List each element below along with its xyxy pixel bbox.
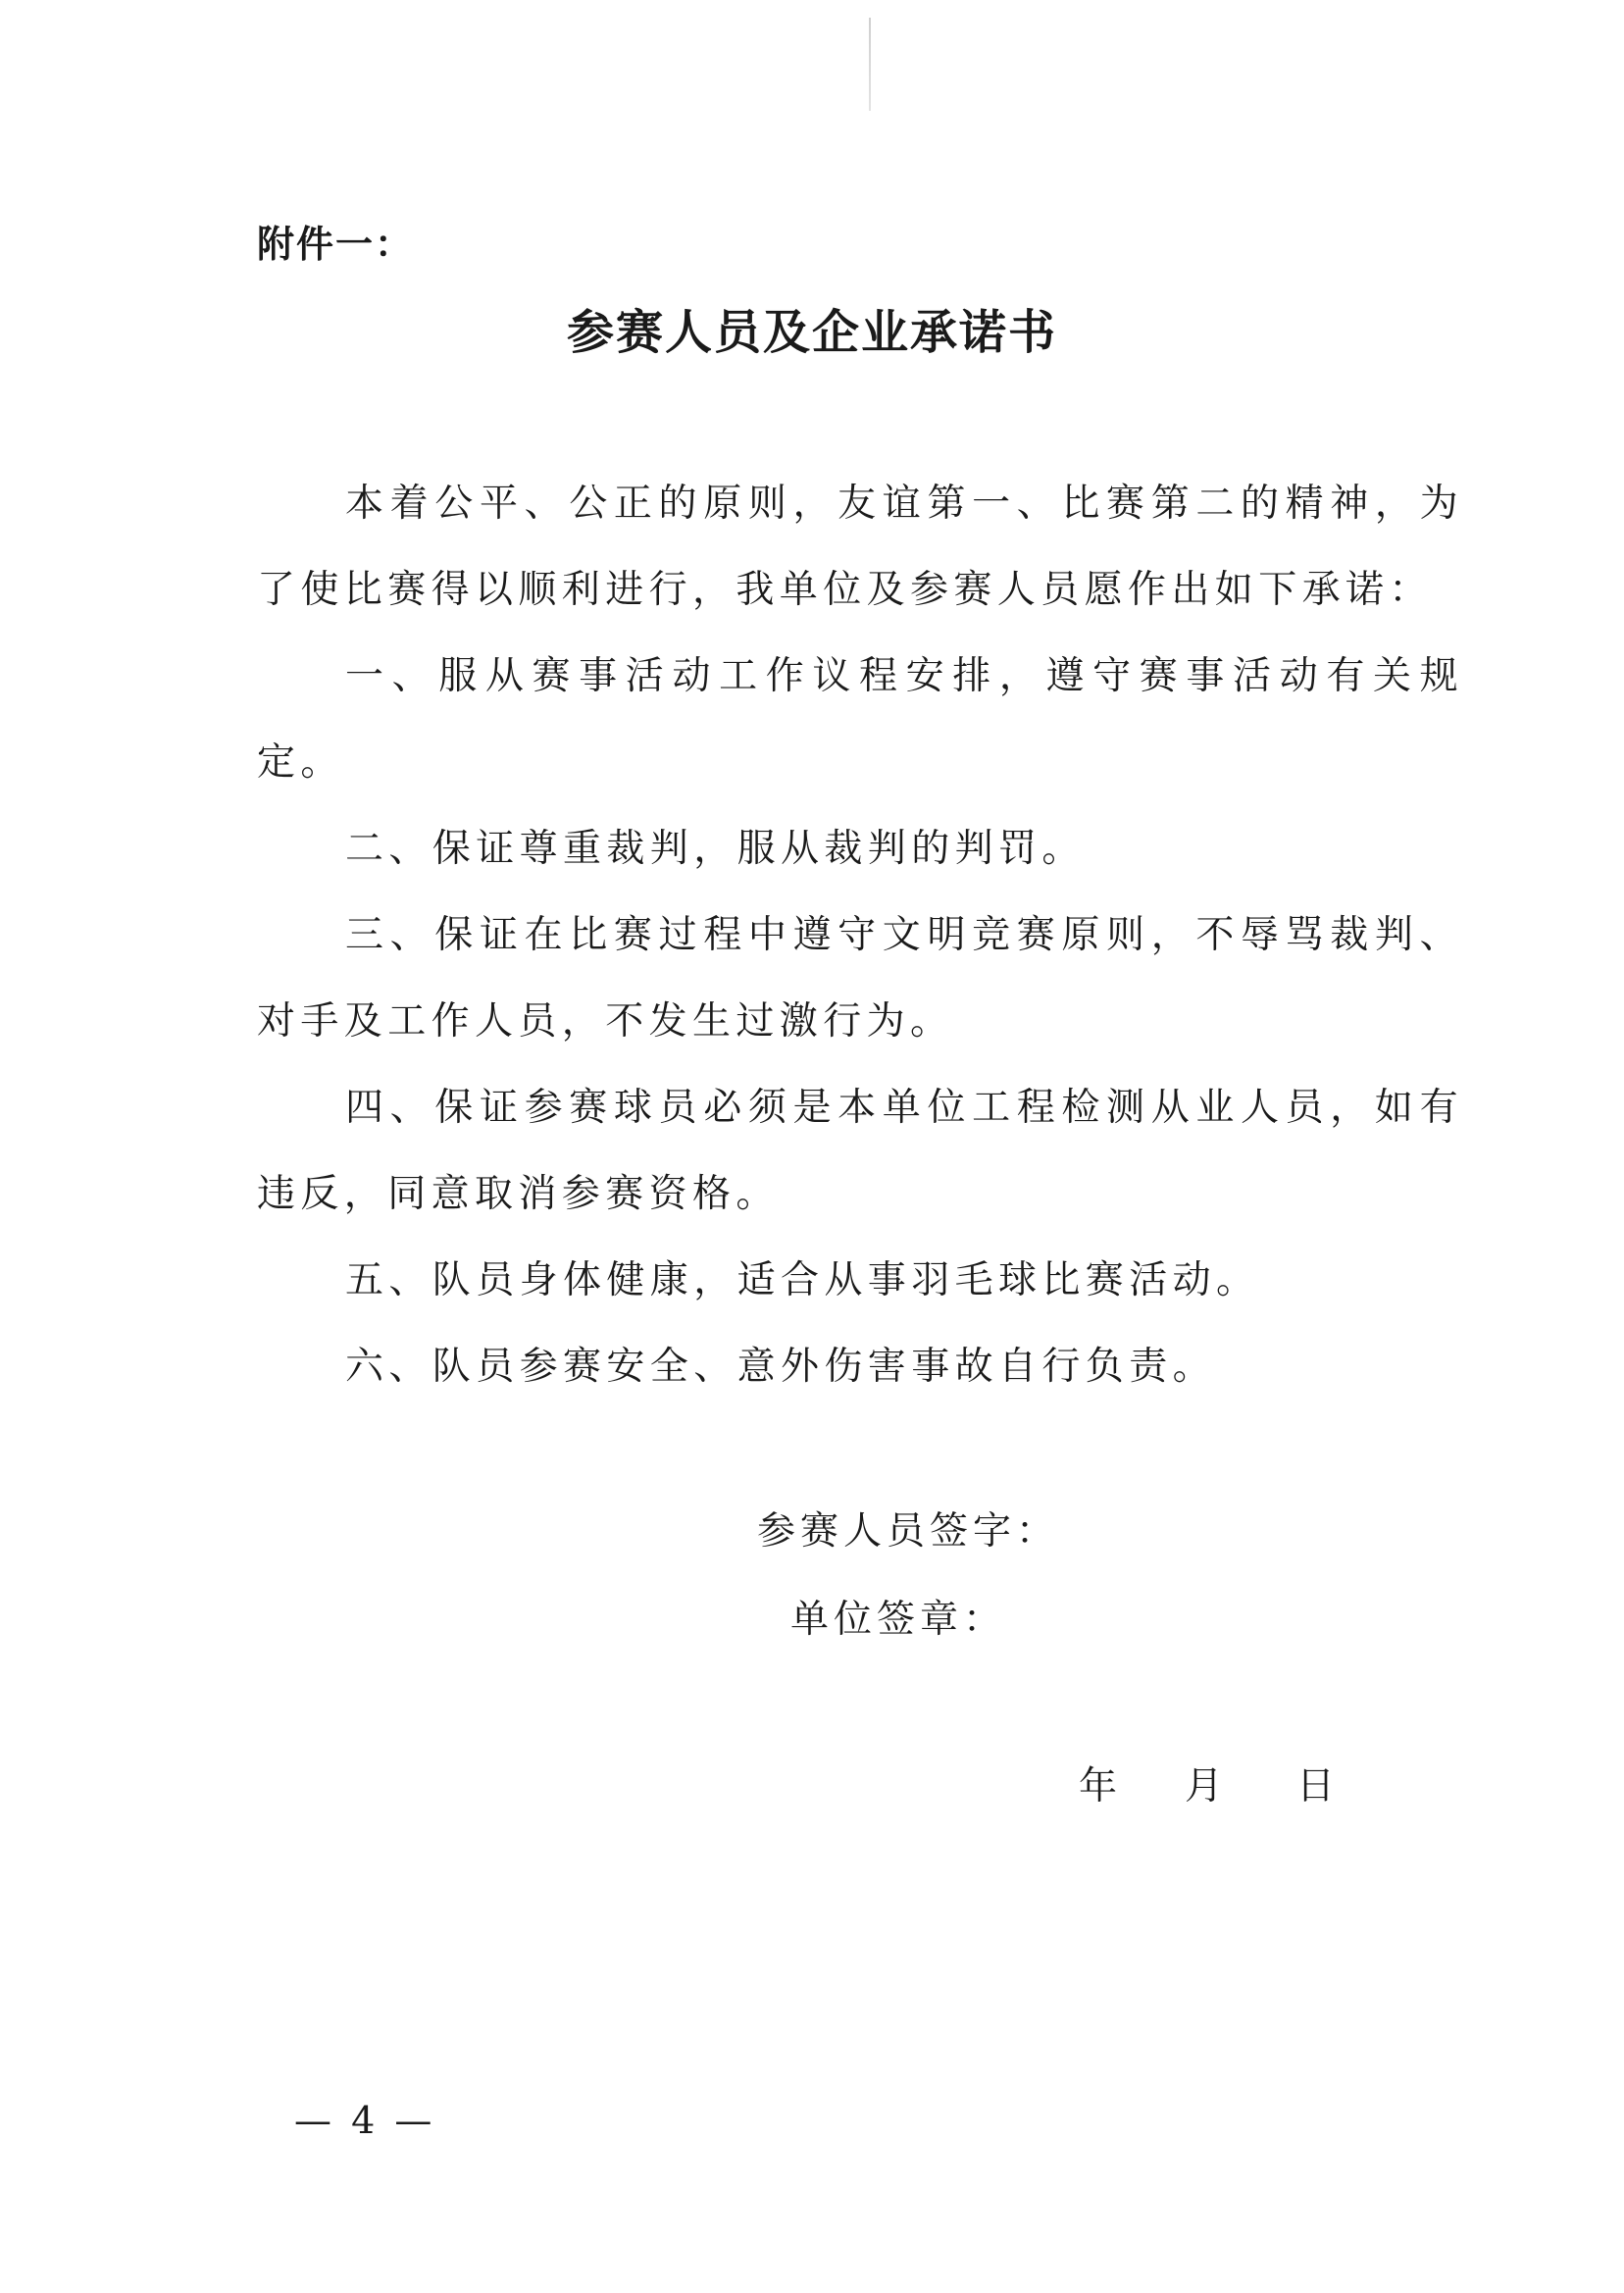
commitment-body bbox=[257, 461, 1463, 1410]
commitment-item-1: 一、服从赛事活动工作议程安排，遵守赛事活动有关规定。 bbox=[257, 654, 1463, 785]
unit-seal-label: 单位签章： bbox=[790, 1598, 1007, 1642]
date-day-label: 日 bbox=[1296, 1764, 1336, 1809]
document-title: 参赛人员及企业承诺书 bbox=[566, 305, 1057, 360]
commitment-item-5: 五、队员身体健康，适合从事羽毛球比赛活动。 bbox=[345, 1258, 1260, 1302]
intro-paragraph: 本着公平、公正的原则，友谊第一、比赛第二的精神，为了使比赛得以顺利进行，我单位及参赛人员愿作出如下承诺： bbox=[257, 482, 1463, 612]
date-year-label: 年 bbox=[1079, 1764, 1118, 1809]
attachment-label: 附件一： bbox=[257, 223, 415, 266]
scan-artifact-line bbox=[869, 18, 871, 111]
commitment-item-6: 六、队员参赛安全、意外伤害事故自行负责。 bbox=[345, 1345, 1217, 1389]
page-number: — 4 — bbox=[294, 2099, 436, 2142]
date-month-label: 月 bbox=[1185, 1764, 1224, 1809]
commitment-item-3: 三、保证在比赛过程中遵守文明竞赛原则，不辱骂裁判、对手及工作人员，不发生过激行为。 bbox=[257, 913, 1463, 1044]
commitment-item-2: 二、保证尊重裁判，服从裁判的判罚。 bbox=[345, 827, 1086, 871]
participant-signature-label: 参赛人员签字： bbox=[757, 1509, 1060, 1554]
commitment-item-4: 四、保证参赛球员必须是本单位工程检测从业人员，如有违反，同意取消参赛资格。 bbox=[257, 1086, 1463, 1216]
